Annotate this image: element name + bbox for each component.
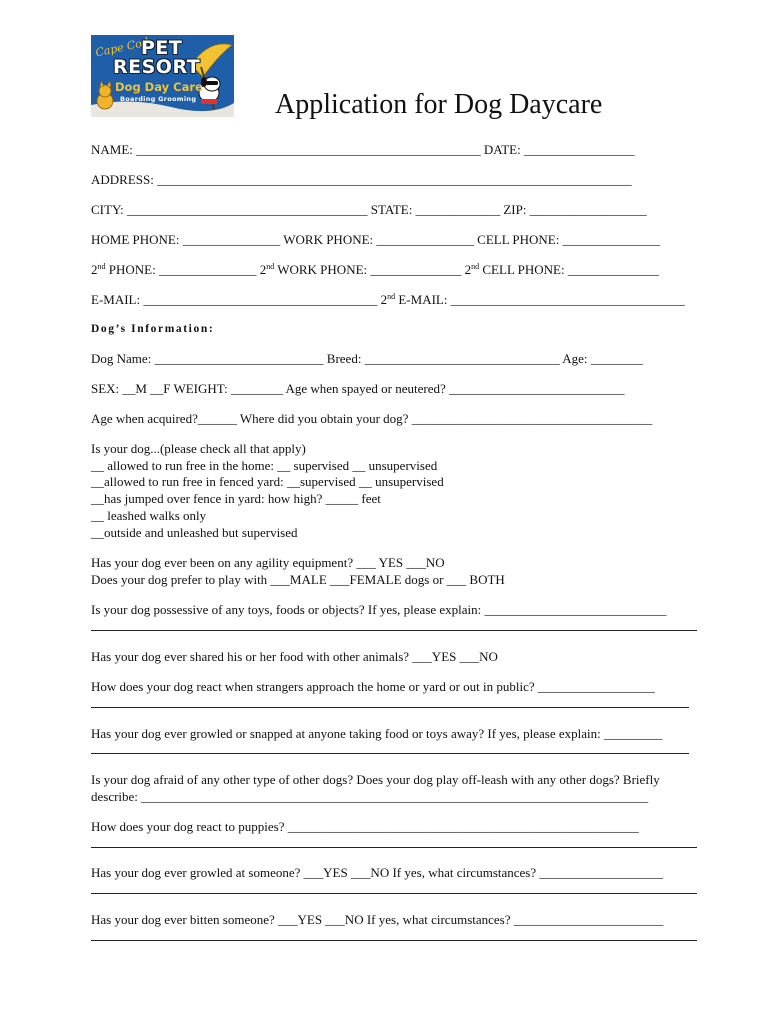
- email-field[interactable]: E-MAIL: ____________________________________: [91, 292, 381, 307]
- check-jumped-fence[interactable]: __has jumped over fence in yard: how high? _____ feet: [91, 491, 381, 506]
- agility-line[interactable]: Has your dog ever been on any agility equipment? ___ YES ___NO: [91, 555, 445, 570]
- name-date-line[interactable]: NAME: _____________________________________________________ DATE: _________________: [91, 142, 635, 157]
- second-phone-field[interactable]: PHONE: _______________: [105, 262, 260, 277]
- page-title: Application for Dog Daycare: [275, 89, 603, 120]
- sup-nd-c: nd: [471, 262, 480, 271]
- answer-rule[interactable]: [91, 940, 697, 941]
- sup-nd-b: nd: [266, 262, 275, 271]
- answer-rule[interactable]: [91, 847, 697, 848]
- check-leashed[interactable]: __ leashed walks only: [91, 508, 207, 523]
- city-state-zip-line[interactable]: CITY: _____________________________________ STATE: _____________ ZIP: __________________: [91, 202, 647, 217]
- check-free-yard[interactable]: __allowed to run free in fenced yard: __supervised __ unsupervised: [91, 474, 444, 489]
- sup-nd-d: nd: [387, 292, 396, 301]
- cat-icon: [97, 81, 113, 109]
- growled-food-question[interactable]: Has your dog ever growled or snapped at anyone taking food or toys away? If yes, please explain: _________: [91, 726, 663, 741]
- dog-name-breed-age-line[interactable]: Dog Name: __________________________ Breed: ______________________________ Age: ________: [91, 351, 643, 366]
- check-intro: Is your dog...(please check all that apply): [91, 441, 306, 456]
- second-work-phone-field[interactable]: WORK PHONE: ______________: [274, 262, 465, 277]
- sup-2: 2: [91, 262, 98, 277]
- dog-info-heading: Dog’s Information:: [91, 323, 215, 335]
- logo-resort-text: RESORT: [113, 56, 201, 78]
- answer-rule[interactable]: [91, 753, 689, 754]
- sup-2b: 2: [259, 262, 267, 277]
- email-line[interactable]: [91, 292, 685, 308]
- logo-script-text: Cape Cod: [94, 35, 150, 60]
- acquired-line[interactable]: Age when acquired?______ Where did you obtain your dog? _____________________________________: [91, 411, 653, 426]
- afraid-question: Is your dog afraid of any other type of other dogs? Does your dog play off-leash with any other dogs? Briefly: [91, 772, 660, 787]
- possessive-question[interactable]: Is your dog possessive of any toys, foods or objects? If yes, please explain: ____________________________: [91, 602, 667, 617]
- shared-food-question[interactable]: Has your dog ever shared his or her food with other animals? ___YES ___NO: [91, 649, 498, 664]
- logo-pet-text: PET: [141, 37, 183, 59]
- prefer-play-line[interactable]: Does your dog prefer to play with ___MALE ___FEMALE dogs or ___ BOTH: [91, 572, 505, 587]
- sup-2c: 2: [464, 262, 472, 277]
- phones-line[interactable]: HOME PHONE: _______________ WORK PHONE: _______________ CELL PHONE: _______________: [91, 232, 661, 247]
- answer-rule[interactable]: [91, 630, 697, 631]
- puppies-question[interactable]: How does your dog react to puppies? ______________________________________________________: [91, 819, 639, 834]
- sup-2d: 2: [380, 292, 388, 307]
- second-phones-line[interactable]: [91, 262, 659, 278]
- bitten-question[interactable]: Has your dog ever bitten someone? ___YES ___NO If yes, what circumstances? _______________________: [91, 912, 664, 927]
- answer-rule[interactable]: [91, 707, 689, 708]
- second-email-field[interactable]: E-MAIL: ____________________________________: [395, 292, 685, 307]
- check-outside-unleashed[interactable]: __outside and unleashed but supervised: [91, 525, 298, 540]
- growled-someone-question[interactable]: Has your dog ever growled at someone? ___YES ___NO If yes, what circumstances? ___________________: [91, 865, 663, 880]
- pet-resort-logo: [91, 35, 234, 117]
- sup-nd: nd: [97, 262, 106, 271]
- address-line[interactable]: ADDRESS: _________________________________________________________________________: [91, 172, 632, 187]
- afraid-describe-line[interactable]: describe: ______________________________________________________________________________: [91, 789, 649, 804]
- second-cell-phone-field[interactable]: CELL PHONE: ______________: [479, 262, 659, 277]
- logo-boarding-text: Boarding Grooming: [120, 95, 197, 103]
- sex-weight-line[interactable]: SEX: __M __F WEIGHT: ________ Age when spayed or neutered? ___________________________: [91, 381, 625, 396]
- answer-rule[interactable]: [91, 893, 697, 894]
- strangers-question[interactable]: How does your dog react when strangers approach the home or yard or out in public? __________________: [91, 679, 655, 694]
- check-free-home[interactable]: __ allowed to run free in the home: __ supervised __ unsupervised: [91, 458, 438, 473]
- logo-daycare-text: Dog Day Care: [115, 80, 203, 94]
